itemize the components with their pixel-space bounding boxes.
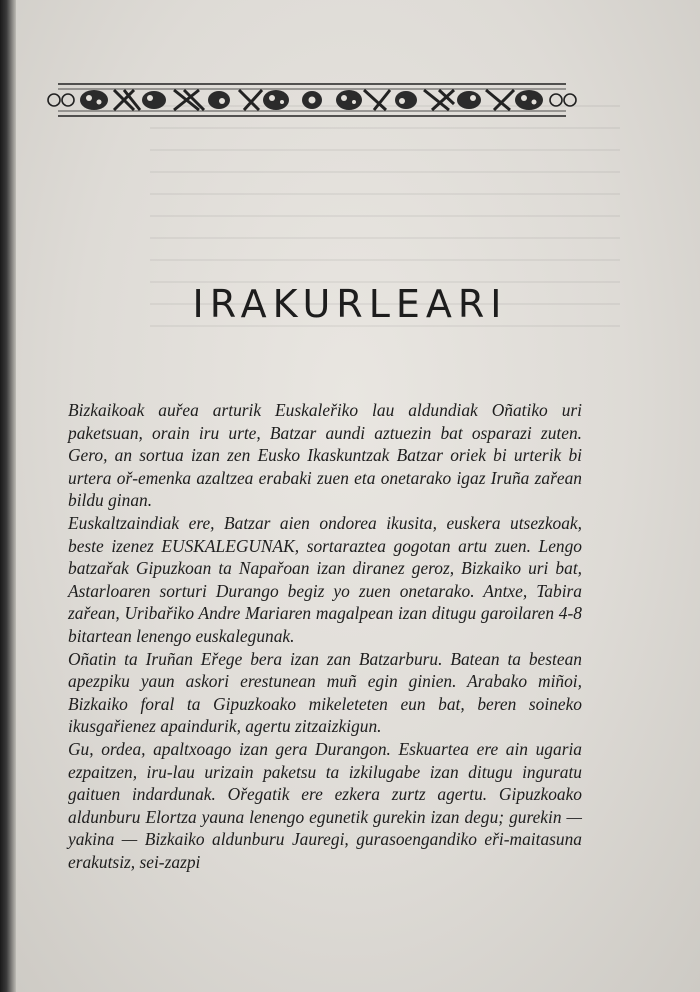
ornamental-header-band bbox=[44, 80, 580, 120]
paragraph-1: Bizkaikoak auřea arturik Euskaleřiko lau aldundiak Oñatiko uri paketsuan, orain iru urte, Batzar aundi aztuezin bat osparazi zuten. Gero, an sortua izan zen Eusko Ikaskuntzak Batzar oriek bi urterik bi urtera oř-emenka azaltzea erabaki zuen eta onetarako igaz Iruña zařean bildu ginan. bbox=[68, 400, 582, 511]
paragraph-3: Oñatin ta Iruñan Eřege bera izan zan Batzarburu. Batean ta bestean apezpiku yaun askori erestunean muñ egin ginien. Arabako miñoi, Bizkaiko foral ta Gipuzkoako mikeleteten eun bat, beren soineko ikusgařienez apaindurik, agertu zitzaizkigun. bbox=[68, 648, 582, 737]
page-binding-shadow bbox=[0, 0, 16, 992]
paragraph-4: Gu, ordea, apaltxoago izan gera Durangon. Eskuartea ere ain ugaria ezpaitzen, iru-lau urizain paketsu ta izkilugabe izan ditugu inguratu gaituen indardunak. Ořegatik ere ezkera zurtz agertu. Gipuzkoako aldunburu Elortza yauna lenengo egunetik gurekin izan degu; gurekin — yakina — Bizkaiko aldunburu Jauregi, gurasoengandiko eři-maitasuna erakutsiz, sei-zazpi bbox=[68, 738, 582, 872]
body-text bbox=[68, 399, 582, 873]
paragraph-2: Euskaltzaindiak ere, Batzar aien ondorea ikusita, euskera utsezkoak, beste izenez EUSKALEGUNAK, sortaraztea gogotan artu zuen. Lengo batzařak Gipuzkoan ta Napařoan izan diranez geroz, Bizkaiko uri bat, Astarloaren sorturi Durango begiz yo zuen onetarako. Antxe, Tabira zařean, Uribařiko Andre Mariaren magalpean izan ditugu garoilaren 4-8 bitartean lenengo euskalegunak. bbox=[68, 512, 582, 646]
page-title: IRAKURLEARI bbox=[192, 282, 508, 326]
